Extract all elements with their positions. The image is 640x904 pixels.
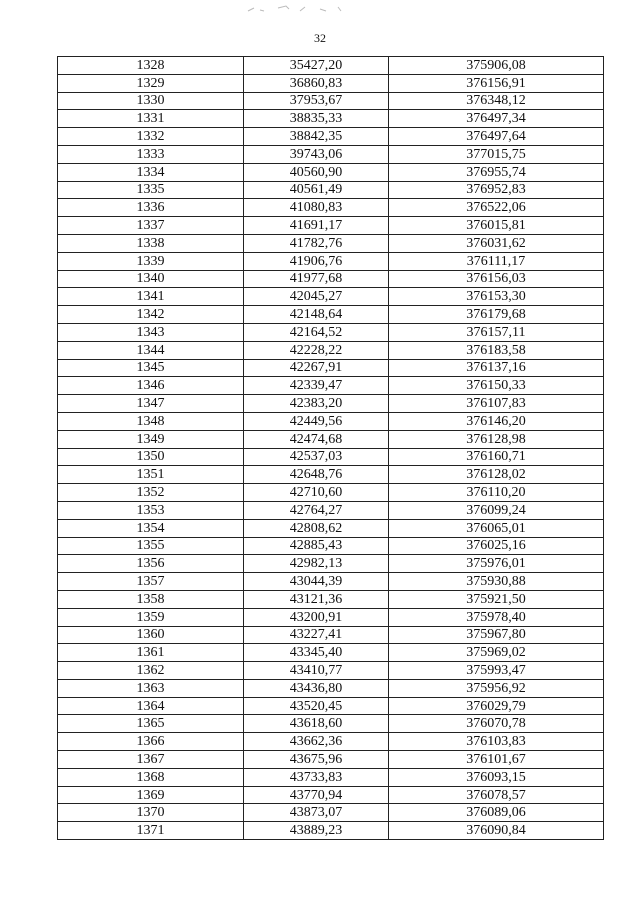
point-number-cell: 1331 xyxy=(58,110,244,128)
point-number-cell: 1365 xyxy=(58,715,244,733)
table-row xyxy=(58,555,604,573)
x-coordinate-cell: 37953,67 xyxy=(244,92,389,110)
y-coordinate-cell: 376090,84 xyxy=(389,822,604,840)
x-coordinate-cell: 43618,60 xyxy=(244,715,389,733)
x-coordinate-cell: 42148,64 xyxy=(244,306,389,324)
table-row xyxy=(58,217,604,235)
x-coordinate-cell: 42449,56 xyxy=(244,412,389,430)
point-number-cell: 1363 xyxy=(58,679,244,697)
table-row xyxy=(58,484,604,502)
table-row xyxy=(58,323,604,341)
point-number-cell: 1356 xyxy=(58,555,244,573)
point-number-cell: 1371 xyxy=(58,822,244,840)
table-row xyxy=(58,57,604,75)
table-row xyxy=(58,608,604,626)
table-row xyxy=(58,341,604,359)
x-coordinate-cell: 43520,45 xyxy=(244,697,389,715)
y-coordinate-cell: 376497,64 xyxy=(389,128,604,146)
x-coordinate-cell: 43889,23 xyxy=(244,822,389,840)
point-number-cell: 1329 xyxy=(58,74,244,92)
point-number-cell: 1340 xyxy=(58,270,244,288)
x-coordinate-cell: 35427,20 xyxy=(244,57,389,75)
x-coordinate-cell: 42982,13 xyxy=(244,555,389,573)
x-coordinate-cell: 42764,27 xyxy=(244,501,389,519)
point-number-cell: 1337 xyxy=(58,217,244,235)
point-number-cell: 1338 xyxy=(58,234,244,252)
table-row xyxy=(58,573,604,591)
x-coordinate-cell: 42383,20 xyxy=(244,395,389,413)
y-coordinate-cell: 375930,88 xyxy=(389,573,604,591)
point-number-cell: 1344 xyxy=(58,341,244,359)
table-row xyxy=(58,590,604,608)
y-coordinate-cell: 376952,83 xyxy=(389,181,604,199)
y-coordinate-cell: 376348,12 xyxy=(389,92,604,110)
y-coordinate-cell: 376110,20 xyxy=(389,484,604,502)
y-coordinate-cell: 376099,24 xyxy=(389,501,604,519)
table-row xyxy=(58,306,604,324)
point-number-cell: 1368 xyxy=(58,768,244,786)
table-row xyxy=(58,804,604,822)
point-number-cell: 1358 xyxy=(58,590,244,608)
point-number-cell: 1328 xyxy=(58,57,244,75)
x-coordinate-cell: 36860,83 xyxy=(244,74,389,92)
point-number-cell: 1359 xyxy=(58,608,244,626)
y-coordinate-cell: 376078,57 xyxy=(389,786,604,804)
y-coordinate-cell: 376179,68 xyxy=(389,306,604,324)
x-coordinate-cell: 39743,06 xyxy=(244,145,389,163)
point-number-cell: 1341 xyxy=(58,288,244,306)
y-coordinate-cell: 375969,02 xyxy=(389,644,604,662)
point-number-cell: 1361 xyxy=(58,644,244,662)
y-coordinate-cell: 376070,78 xyxy=(389,715,604,733)
y-coordinate-cell: 375921,50 xyxy=(389,590,604,608)
table-row xyxy=(58,234,604,252)
x-coordinate-cell: 43733,83 xyxy=(244,768,389,786)
x-coordinate-cell: 42537,03 xyxy=(244,448,389,466)
x-coordinate-cell: 40561,49 xyxy=(244,181,389,199)
x-coordinate-cell: 42474,68 xyxy=(244,430,389,448)
point-number-cell: 1350 xyxy=(58,448,244,466)
point-number-cell: 1347 xyxy=(58,395,244,413)
y-coordinate-cell: 376111,17 xyxy=(389,252,604,270)
point-number-cell: 1348 xyxy=(58,412,244,430)
x-coordinate-cell: 42267,91 xyxy=(244,359,389,377)
point-number-cell: 1366 xyxy=(58,733,244,751)
x-coordinate-cell: 43345,40 xyxy=(244,644,389,662)
y-coordinate-cell: 376107,83 xyxy=(389,395,604,413)
x-coordinate-cell: 41080,83 xyxy=(244,199,389,217)
y-coordinate-cell: 375967,80 xyxy=(389,626,604,644)
point-number-cell: 1351 xyxy=(58,466,244,484)
x-coordinate-cell: 38835,33 xyxy=(244,110,389,128)
y-coordinate-cell: 375956,92 xyxy=(389,679,604,697)
point-number-cell: 1354 xyxy=(58,519,244,537)
point-number-cell: 1330 xyxy=(58,92,244,110)
x-coordinate-cell: 43200,91 xyxy=(244,608,389,626)
y-coordinate-cell: 376137,16 xyxy=(389,359,604,377)
table-row xyxy=(58,501,604,519)
y-coordinate-cell: 375976,01 xyxy=(389,555,604,573)
table-row xyxy=(58,359,604,377)
y-coordinate-cell: 376146,20 xyxy=(389,412,604,430)
y-coordinate-cell: 376522,06 xyxy=(389,199,604,217)
page-number: 32 xyxy=(314,31,326,45)
table-row xyxy=(58,768,604,786)
table-row xyxy=(58,270,604,288)
y-coordinate-cell: 376183,58 xyxy=(389,341,604,359)
y-coordinate-cell: 376157,11 xyxy=(389,323,604,341)
y-coordinate-cell: 376101,67 xyxy=(389,751,604,769)
x-coordinate-cell: 43121,36 xyxy=(244,590,389,608)
table-row xyxy=(58,537,604,555)
y-coordinate-cell: 376103,83 xyxy=(389,733,604,751)
point-number-cell: 1360 xyxy=(58,626,244,644)
point-number-cell: 1357 xyxy=(58,573,244,591)
table-row xyxy=(58,199,604,217)
coordinates-table xyxy=(57,56,604,840)
y-coordinate-cell: 376160,71 xyxy=(389,448,604,466)
x-coordinate-cell: 42164,52 xyxy=(244,323,389,341)
point-number-cell: 1367 xyxy=(58,751,244,769)
y-coordinate-cell: 376065,01 xyxy=(389,519,604,537)
x-coordinate-cell: 41977,68 xyxy=(244,270,389,288)
y-coordinate-cell: 376015,81 xyxy=(389,217,604,235)
point-number-cell: 1336 xyxy=(58,199,244,217)
y-coordinate-cell: 376150,33 xyxy=(389,377,604,395)
point-number-cell: 1333 xyxy=(58,145,244,163)
x-coordinate-cell: 43873,07 xyxy=(244,804,389,822)
x-coordinate-cell: 43227,41 xyxy=(244,626,389,644)
table-row xyxy=(58,252,604,270)
x-coordinate-cell: 42648,76 xyxy=(244,466,389,484)
scan-artifact xyxy=(240,2,360,16)
point-number-cell: 1355 xyxy=(58,537,244,555)
table-row xyxy=(58,626,604,644)
table-row xyxy=(58,163,604,181)
x-coordinate-cell: 43662,36 xyxy=(244,733,389,751)
table-row xyxy=(58,448,604,466)
x-coordinate-cell: 43436,80 xyxy=(244,679,389,697)
y-coordinate-cell: 376089,06 xyxy=(389,804,604,822)
point-number-cell: 1342 xyxy=(58,306,244,324)
point-number-cell: 1364 xyxy=(58,697,244,715)
table-row xyxy=(58,430,604,448)
table-row xyxy=(58,733,604,751)
x-coordinate-cell: 42808,62 xyxy=(244,519,389,537)
x-coordinate-cell: 43770,94 xyxy=(244,786,389,804)
table-row xyxy=(58,822,604,840)
y-coordinate-cell: 375978,40 xyxy=(389,608,604,626)
table-row xyxy=(58,395,604,413)
point-number-cell: 1353 xyxy=(58,501,244,519)
table-row xyxy=(58,128,604,146)
table-row xyxy=(58,377,604,395)
y-coordinate-cell: 376128,02 xyxy=(389,466,604,484)
x-coordinate-cell: 42885,43 xyxy=(244,537,389,555)
table-row xyxy=(58,715,604,733)
point-number-cell: 1346 xyxy=(58,377,244,395)
y-coordinate-cell: 376156,91 xyxy=(389,74,604,92)
coordinates-table-body xyxy=(58,57,604,840)
table-row xyxy=(58,644,604,662)
x-coordinate-cell: 43410,77 xyxy=(244,662,389,680)
point-number-cell: 1334 xyxy=(58,163,244,181)
x-coordinate-cell: 42339,47 xyxy=(244,377,389,395)
y-coordinate-cell: 375993,47 xyxy=(389,662,604,680)
y-coordinate-cell: 376093,15 xyxy=(389,768,604,786)
y-coordinate-cell: 376031,62 xyxy=(389,234,604,252)
x-coordinate-cell: 41691,17 xyxy=(244,217,389,235)
y-coordinate-cell: 376128,98 xyxy=(389,430,604,448)
y-coordinate-cell: 377015,75 xyxy=(389,145,604,163)
y-coordinate-cell: 376025,16 xyxy=(389,537,604,555)
x-coordinate-cell: 42710,60 xyxy=(244,484,389,502)
x-coordinate-cell: 42045,27 xyxy=(244,288,389,306)
x-coordinate-cell: 42228,22 xyxy=(244,341,389,359)
table-row xyxy=(58,697,604,715)
y-coordinate-cell: 376497,34 xyxy=(389,110,604,128)
table-row xyxy=(58,466,604,484)
point-number-cell: 1339 xyxy=(58,252,244,270)
point-number-cell: 1345 xyxy=(58,359,244,377)
table-row xyxy=(58,145,604,163)
x-coordinate-cell: 41782,76 xyxy=(244,234,389,252)
y-coordinate-cell: 375906,08 xyxy=(389,57,604,75)
table-row xyxy=(58,412,604,430)
table-row xyxy=(58,679,604,697)
table-row xyxy=(58,288,604,306)
x-coordinate-cell: 38842,35 xyxy=(244,128,389,146)
table-row xyxy=(58,786,604,804)
table-row xyxy=(58,110,604,128)
point-number-cell: 1343 xyxy=(58,323,244,341)
point-number-cell: 1369 xyxy=(58,786,244,804)
table-row xyxy=(58,662,604,680)
x-coordinate-cell: 43044,39 xyxy=(244,573,389,591)
y-coordinate-cell: 376153,30 xyxy=(389,288,604,306)
point-number-cell: 1332 xyxy=(58,128,244,146)
x-coordinate-cell: 43675,96 xyxy=(244,751,389,769)
x-coordinate-cell: 40560,90 xyxy=(244,163,389,181)
table-row xyxy=(58,92,604,110)
point-number-cell: 1349 xyxy=(58,430,244,448)
y-coordinate-cell: 376955,74 xyxy=(389,163,604,181)
y-coordinate-cell: 376029,79 xyxy=(389,697,604,715)
point-number-cell: 1335 xyxy=(58,181,244,199)
x-coordinate-cell: 41906,76 xyxy=(244,252,389,270)
table-row xyxy=(58,181,604,199)
table-row xyxy=(58,74,604,92)
point-number-cell: 1370 xyxy=(58,804,244,822)
table-row xyxy=(58,519,604,537)
point-number-cell: 1362 xyxy=(58,662,244,680)
table-row xyxy=(58,751,604,769)
y-coordinate-cell: 376156,03 xyxy=(389,270,604,288)
point-number-cell: 1352 xyxy=(58,484,244,502)
